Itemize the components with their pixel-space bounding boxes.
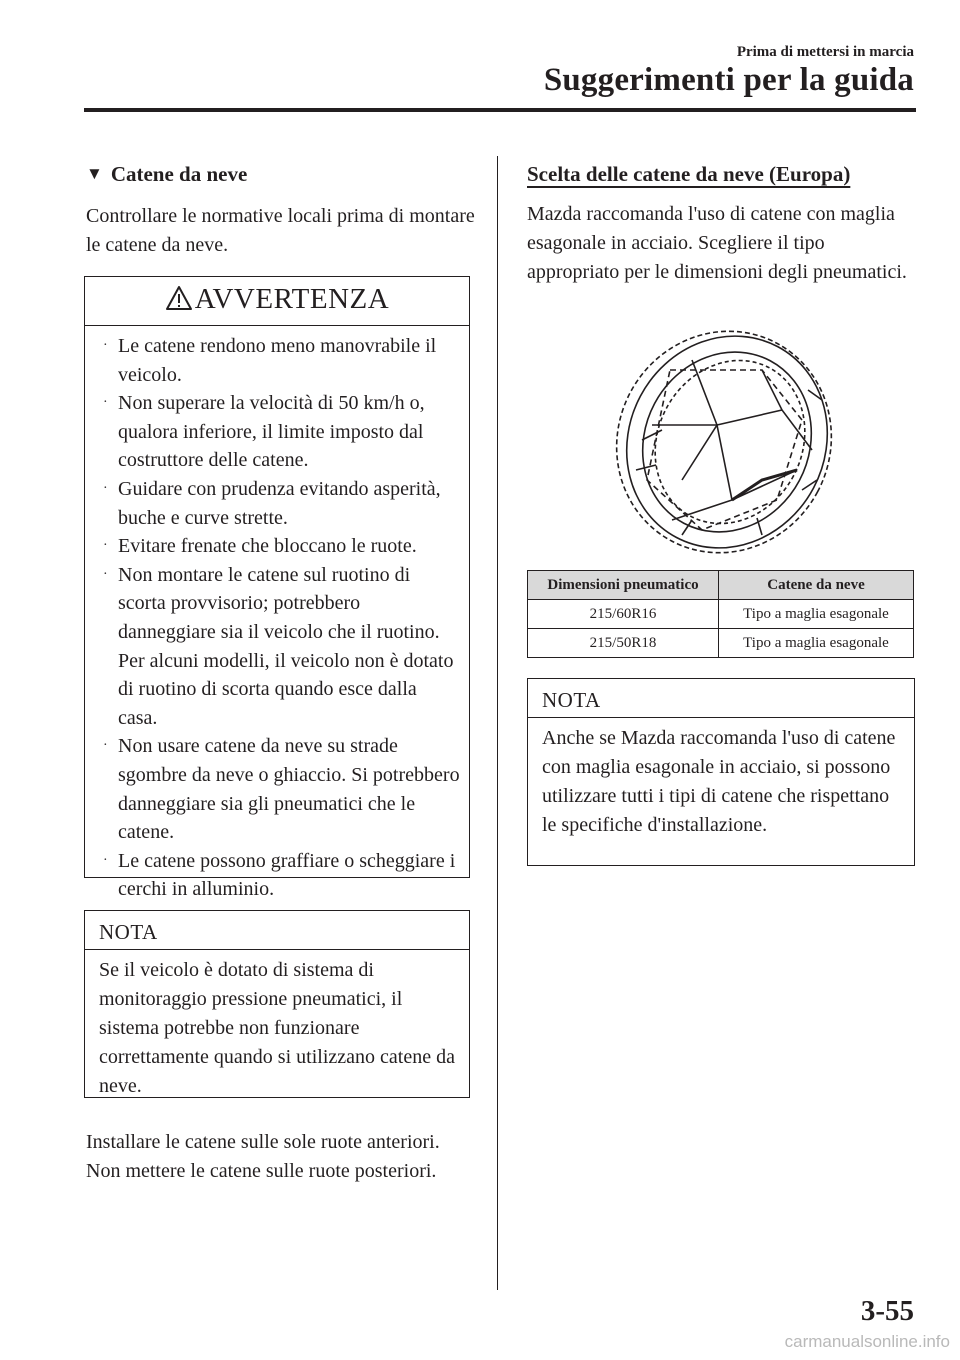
- tire-size-cell: 215/60R16: [528, 600, 719, 629]
- warning-item-text: Evitare frenate che bloccano le ruote.: [118, 535, 417, 558]
- triangle-marker-icon: ▼: [86, 164, 103, 183]
- note-body: Se il veicolo è dotato di sistema di monitoraggio pressione pneumatici, il sistema potrebbe non funzionare correttamente quando si utilizzano catene da neve.: [99, 959, 455, 1097]
- page-number: 3-55: [860, 1295, 914, 1327]
- warning-triangle-icon: [165, 285, 193, 311]
- warning-item: [101, 475, 461, 532]
- bullet-icon: ·: [103, 852, 108, 868]
- warning-item-text: Le catene possono graffiare o scheggiare i cerchi in alluminio.: [118, 849, 456, 901]
- warning-item: [101, 532, 461, 561]
- bullet-icon: ·: [103, 395, 108, 411]
- table-row: [528, 629, 914, 658]
- section-heading-snow-chains: [86, 162, 247, 187]
- table-row: [528, 600, 914, 629]
- warning-list: [101, 332, 461, 904]
- chain-type-cell: Tipo a maglia esagonale: [719, 629, 914, 658]
- table-header-row: [528, 571, 914, 600]
- bullet-icon: ·: [103, 566, 108, 582]
- warning-item-text: Guidare con prudenza evitando asperità, buche e curve strette.: [118, 477, 441, 529]
- intro-paragraph: Controllare le normative locali prima di montare le catene da neve.: [86, 205, 475, 256]
- warning-item-text: Le catene rendono meno manovrabile il veicolo.: [118, 335, 437, 386]
- section-title: Catene da neve: [110, 162, 248, 186]
- section-heading-chain-selection: Scelta delle catene da neve (Europa): [527, 162, 851, 186]
- warning-item-text: Non usare catene da neve su strade sgombre da neve o ghiaccio. Si potrebbero danneggiare sia gli pneumatici che le catene.: [118, 735, 460, 844]
- chain-type-cell: Tipo a maglia esagonale: [719, 600, 914, 629]
- tire-chain-table: [527, 570, 914, 658]
- bullet-icon: ·: [103, 538, 108, 554]
- column-header-chain-type: Catene da neve: [719, 571, 914, 600]
- warning-item-text: Non montare le catene sul ruotino di scorta provvisorio; potrebbero danneggiare sia il veicolo che il ruotino. Per alcuni modelli, il veicolo non è dotato di ruotino di scorta quando esce dalla casa.: [118, 563, 454, 729]
- warning-item-text: Non superare la velocità di 50 km/h o, qualora inferiore, il limite imposto dal costruttore delle catene.: [118, 392, 425, 472]
- warning-item: [101, 561, 461, 733]
- warning-box: [84, 276, 470, 901]
- column-divider: [497, 156, 498, 1290]
- note-box-chain-types: [527, 678, 915, 866]
- header-title: Suggerimenti per la guida: [543, 62, 914, 98]
- snow-chain-illustration: [612, 330, 838, 554]
- warning-item: [101, 847, 461, 904]
- install-front-text: Installare le catene sulle sole ruote anteriori.: [86, 1131, 440, 1153]
- chain-selection-paragraph: Mazda raccomanda l'uso di catene con maglia esagonale in acciaio. Scegliere il tipo appropriato per le dimensioni degli pneumatici.: [527, 203, 907, 283]
- warning-title-row: [85, 283, 469, 316]
- install-rear-text: Non mettere le catene sulle ruote posteriori.: [86, 1160, 437, 1182]
- install-instructions: [86, 1128, 476, 1186]
- bullet-icon: ·: [103, 738, 108, 754]
- warning-item: [101, 389, 461, 475]
- note-body: Anche se Mazda raccomanda l'uso di catene con maglia esagonale in acciaio, si possono utilizzare tutti i tipi di catene che rispettano le specifiche d'installazione.: [542, 727, 896, 836]
- warning-title: AVVERTENZA: [194, 283, 390, 315]
- note-title: NOTA: [85, 911, 469, 950]
- header-rule: [84, 108, 916, 112]
- tire-size-cell: 215/50R18: [528, 629, 719, 658]
- warning-item: [101, 732, 461, 846]
- column-header-tire-size: Dimensioni pneumatico: [528, 571, 719, 600]
- bullet-icon: ·: [103, 338, 108, 353]
- warning-header: [85, 277, 469, 326]
- warning-item: [101, 332, 461, 389]
- note-title: NOTA: [528, 679, 914, 718]
- note-box-tpms: [84, 910, 470, 1098]
- watermark: carmanualsonline.info: [784, 1332, 950, 1351]
- bullet-icon: ·: [103, 480, 108, 496]
- header-subtitle: Prima di mettersi in marcia: [736, 44, 914, 60]
